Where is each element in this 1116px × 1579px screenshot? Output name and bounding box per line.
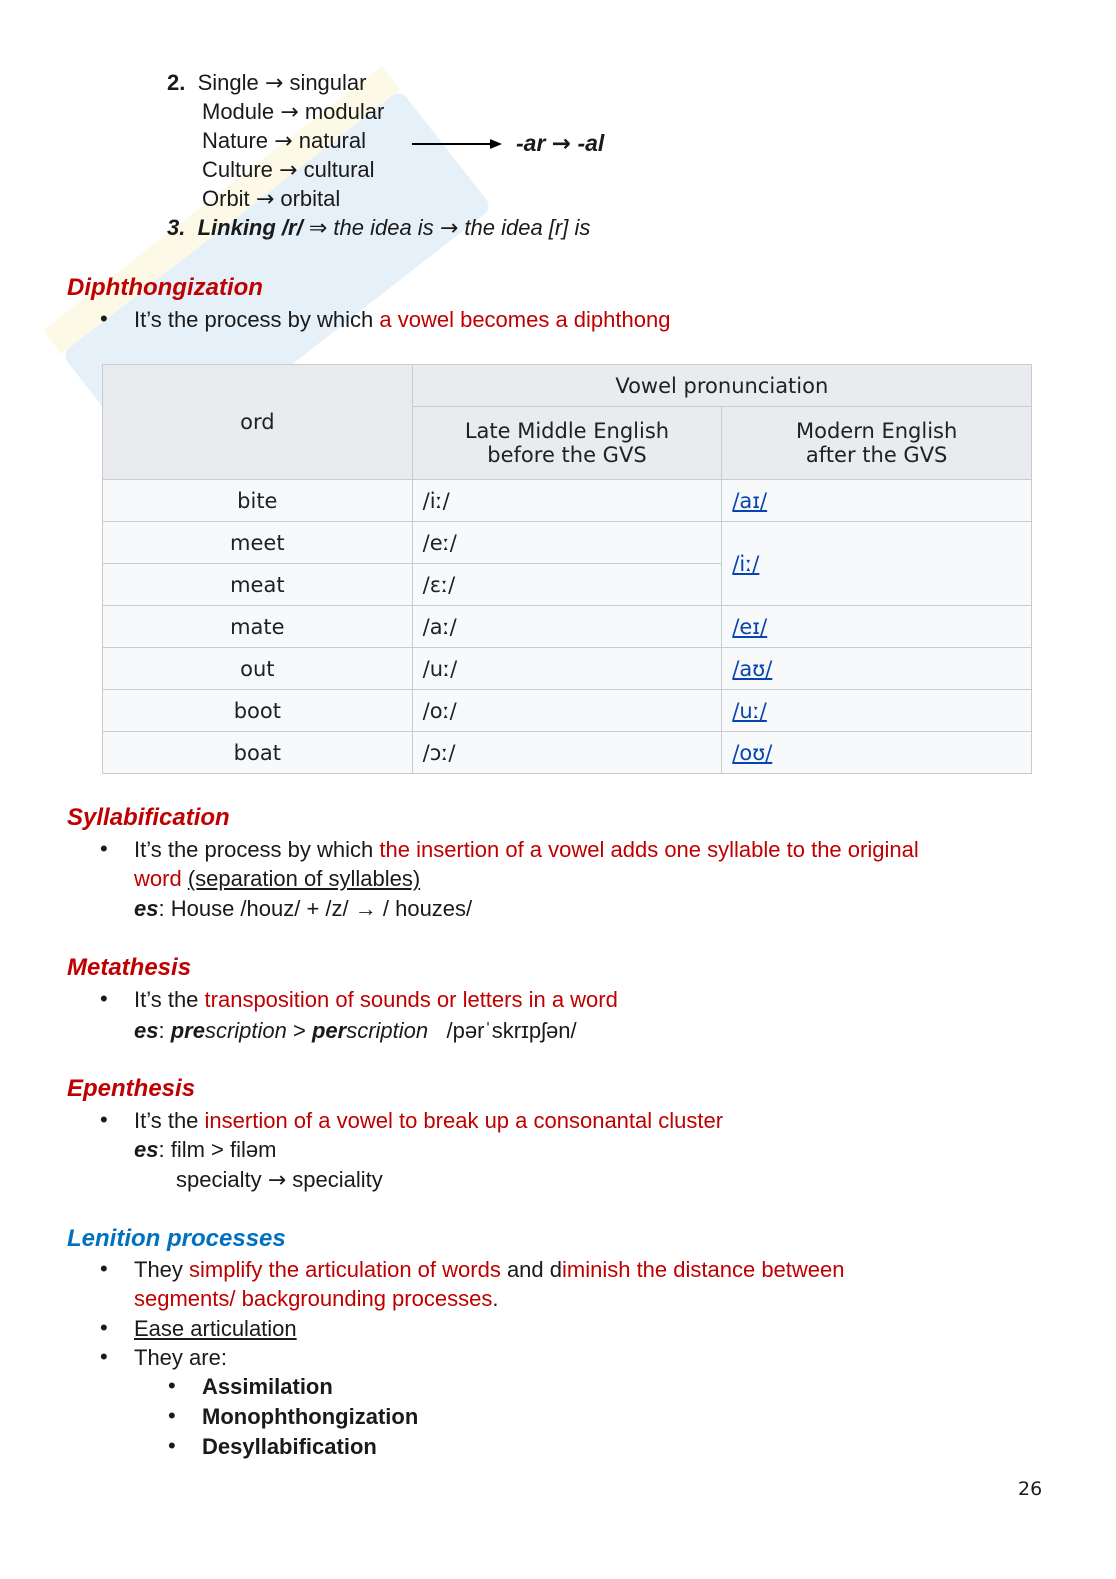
bullet-icon: •: [100, 1107, 108, 1132]
suffix-rule: -ar → -al: [516, 130, 605, 157]
table-row: out /uː/ /aʊ/: [103, 648, 1032, 690]
heading-syllabification: Syllabification: [67, 804, 230, 831]
table-row: boot /oː/ /uː/: [103, 690, 1032, 732]
arrow-icon: →: [267, 1168, 287, 1193]
lenition-definition: They simplify the articulation of words and diminish the distance between: [134, 1257, 845, 1282]
syllabification-definition-cont: word (separation of syllables): [134, 866, 421, 891]
epenthesis-example-2: specialty → speciality: [176, 1167, 383, 1193]
ipa-link[interactable]: /eɪ/: [732, 614, 768, 639]
arrow-icon: →: [280, 100, 299, 125]
pair-derived: orbital: [280, 186, 341, 211]
table-row: mate /aː/ /eɪ/: [103, 606, 1032, 648]
ipa-link[interactable]: /aɪ/: [732, 488, 768, 513]
column-header-vowel-pronunciation: Vowel pronunciation: [412, 365, 1031, 407]
syllabification-definition: It’s the process by which the insertion of a vowel adds one syllable to the original: [134, 837, 919, 862]
bullet-icon: •: [100, 1315, 108, 1340]
bullet-icon: •: [100, 986, 108, 1011]
list-pair: [202, 126, 366, 156]
bullet-icon: •: [168, 1433, 176, 1458]
pair-base: Single: [197, 70, 259, 95]
table-row: boat /ɔː/ /oʊ/: [103, 732, 1032, 774]
arrow-icon: →: [551, 131, 572, 157]
gvs-table: [102, 364, 1032, 774]
page-number: 26: [1018, 1478, 1043, 1500]
column-header-modern-english: Modern English after the GVS: [722, 407, 1032, 480]
bullet-icon: •: [100, 1344, 108, 1369]
pair-base: Nature: [202, 128, 269, 153]
ipa-link[interactable]: /uː/: [732, 698, 767, 723]
epenthesis-example: es: film > filəm: [134, 1137, 277, 1162]
arrow-icon: →: [255, 187, 275, 212]
diphthongization-definition: It’s the process by which a vowel becomes a diphthong: [134, 307, 671, 332]
pair-derived: natural: [298, 128, 367, 153]
pair-derived: singular: [289, 70, 367, 95]
bullet-icon: •: [100, 1256, 108, 1281]
implies-arrow-icon: ⇒: [308, 216, 328, 241]
list-pair: [202, 155, 375, 185]
table-row: bite /iː/ /aɪ/: [103, 480, 1032, 522]
subitem-assimilation: Assimilation: [202, 1374, 333, 1399]
ipa-link[interactable]: /aʊ/: [732, 656, 773, 681]
list-item-2: 2. Single → singular: [167, 70, 367, 96]
subitem-desyllabification: Desyllabification: [202, 1434, 377, 1459]
ipa-link[interactable]: /oʊ/: [732, 740, 773, 765]
bullet-icon: •: [168, 1373, 176, 1398]
metathesis-example: es: prescription > perscription /pərˈskrɪpʃən/: [134, 1018, 577, 1043]
list-item-3: 3. Linking /r/ ⇒ the idea is → the idea [r] is: [167, 215, 591, 241]
pair-base: Orbit: [202, 186, 250, 211]
they-are: They are:: [134, 1345, 227, 1370]
arrow-icon: →: [439, 216, 459, 241]
column-header-word: ord: [103, 365, 413, 480]
bullet-icon: •: [100, 306, 108, 331]
ipa-link[interactable]: /iː/: [732, 551, 760, 576]
pair-base: Module: [202, 99, 275, 124]
pair-base: Culture: [202, 157, 273, 182]
heading-epenthesis: Epenthesis: [67, 1075, 196, 1102]
bullet-icon: •: [168, 1403, 176, 1428]
epenthesis-definition: It’s the insertion of a vowel to break up a consonantal cluster: [134, 1108, 724, 1133]
bullet-icon: •: [100, 836, 108, 861]
arrow-icon: →: [264, 71, 284, 96]
arrow-icon: →: [274, 129, 293, 154]
table-row: meet /eː/ /iː/: [103, 522, 1032, 564]
lenition-definition-cont: segments/ backgrounding processes.: [134, 1286, 499, 1311]
column-header-late-middle-english: Late Middle English before the GVS: [412, 407, 722, 480]
syllabification-example: es: House /houz/ + /z/ → / houzes/: [134, 896, 473, 921]
list-pair: [202, 184, 340, 214]
long-arrow-icon: [412, 136, 504, 152]
metathesis-definition: It’s the transposition of sounds or letters in a word: [134, 987, 618, 1012]
heading-lenition-processes: Lenition processes: [67, 1225, 286, 1252]
heading-metathesis: Metathesis: [67, 954, 192, 981]
table-row: meat /ɛː/: [103, 564, 1032, 606]
heading-diphthongization: Diphthongization: [67, 274, 263, 301]
arrow-icon: →: [279, 158, 298, 183]
pair-derived: cultural: [303, 157, 375, 182]
subitem-monophthongization: Monophthongization: [202, 1404, 419, 1429]
ease-articulation: Ease articulation: [134, 1316, 297, 1341]
pair-derived: modular: [304, 99, 385, 124]
list-pair: [202, 97, 384, 127]
